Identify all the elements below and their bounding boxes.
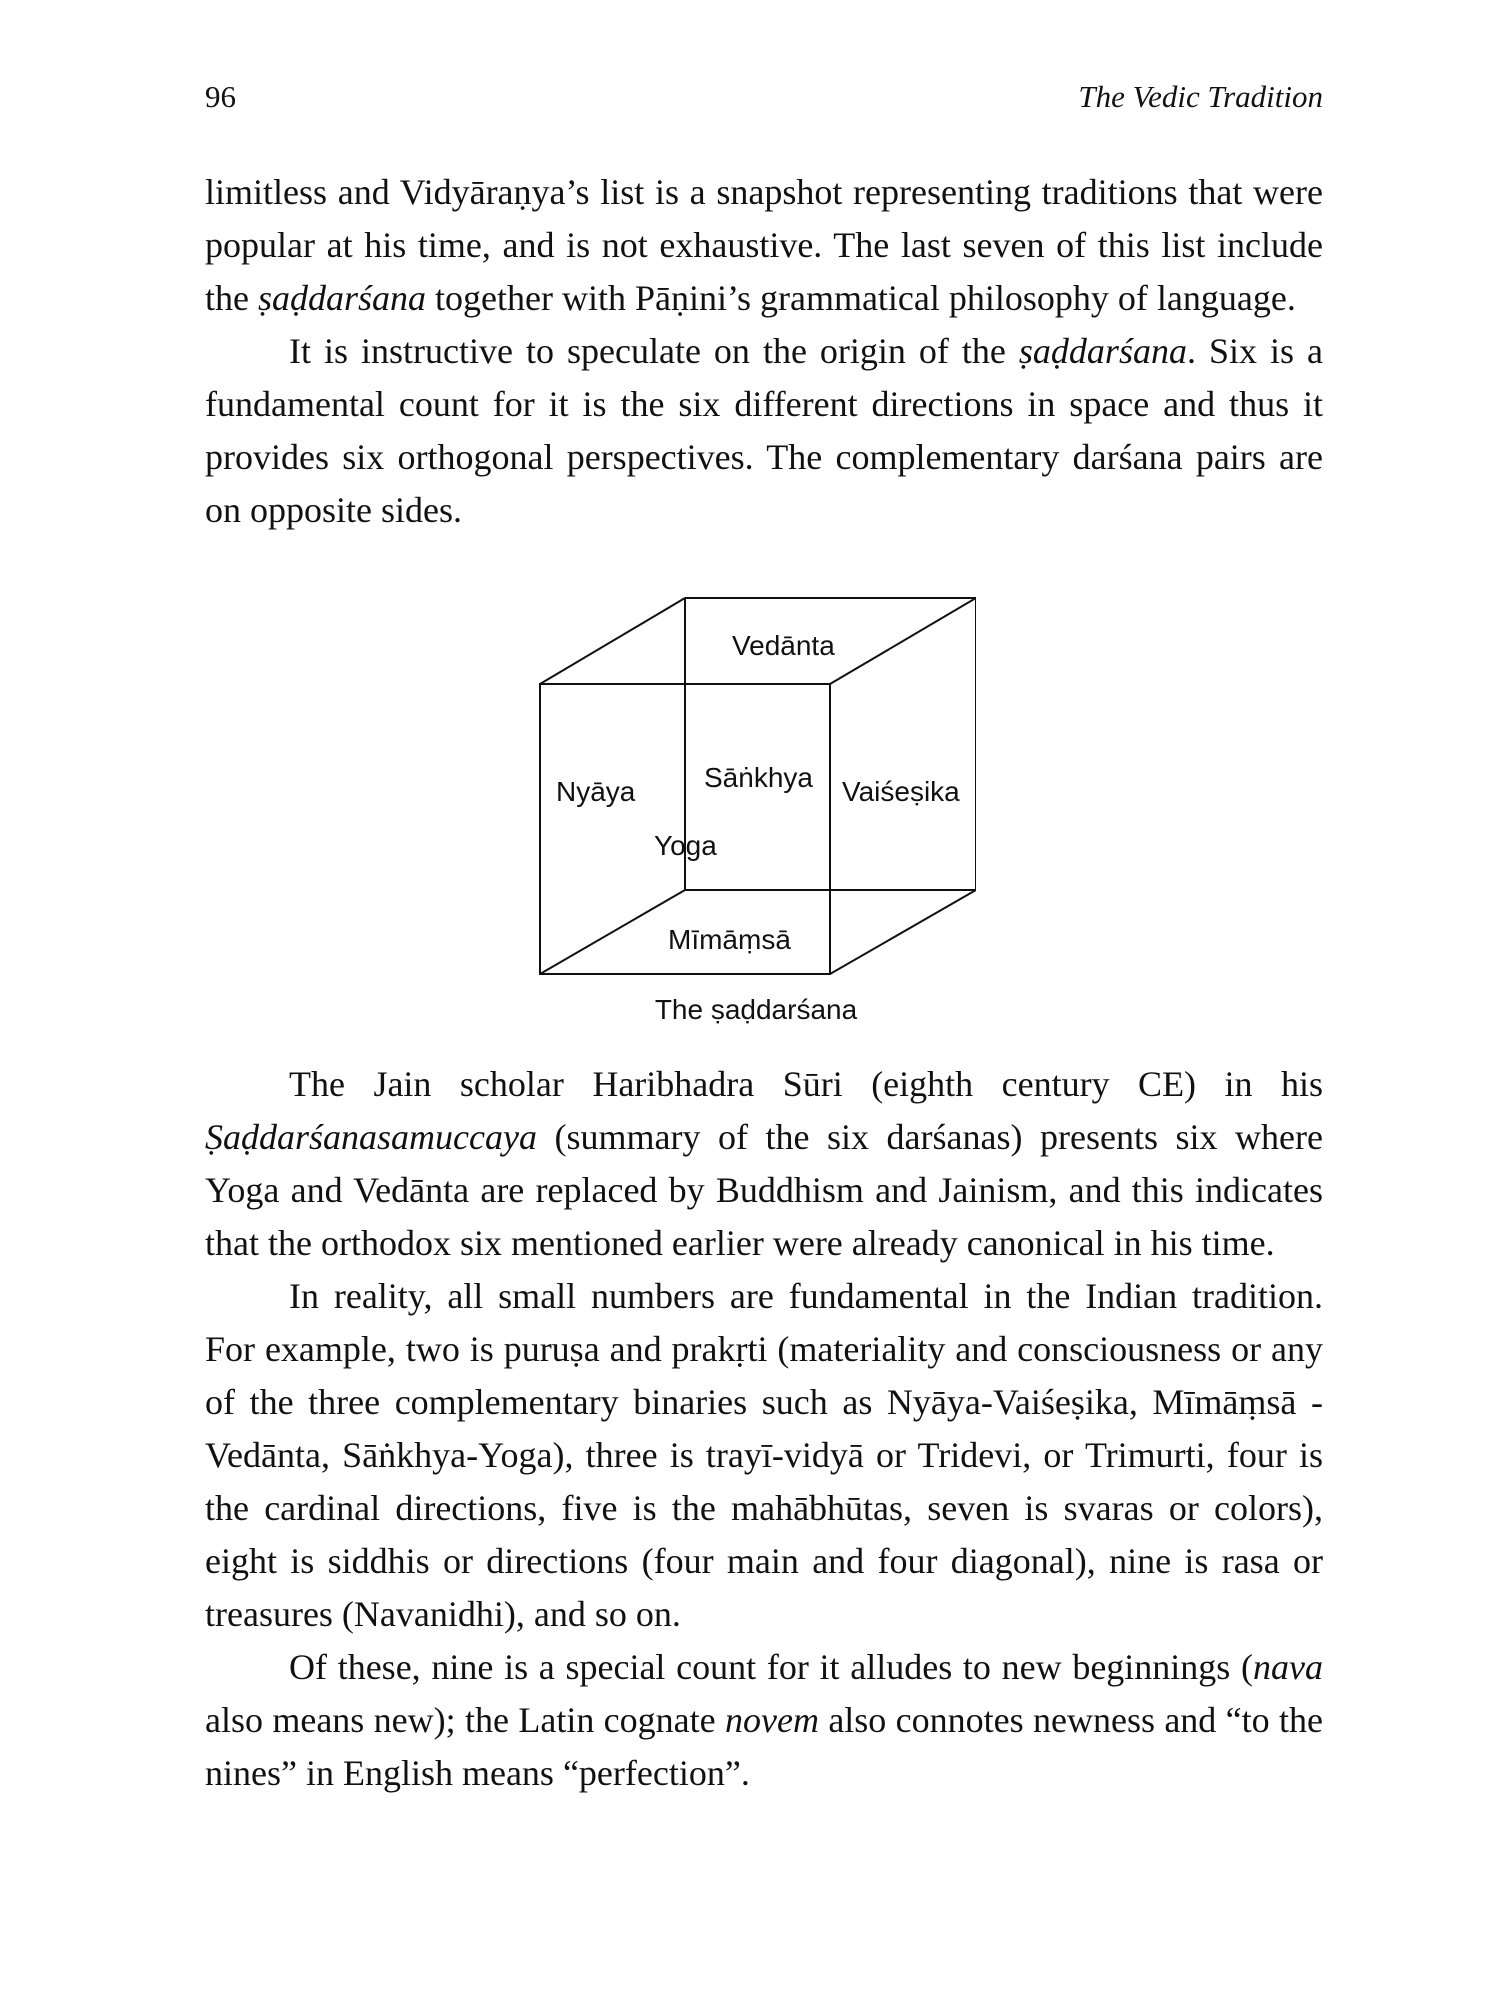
text-block-top	[205, 166, 1323, 537]
saddarsana-cube-figure	[536, 596, 976, 1056]
figure-caption: The ṣaḍdarśana	[654, 994, 858, 1025]
paragraph-3: The Jain scholar Haribhadra Sūri (eighth century CE) in his Ṣaḍdarśanasamuccaya (summary of the six darśanas) presents six where Yoga and Vedānta are replaced by Buddhism and Jainism, and this indicates that the orthodox six mentioned earlier were already canonical in his time.	[205, 1064, 1323, 1263]
term-saddarsanasamuccaya: Ṣaḍdarśanasamuccaya	[205, 1117, 537, 1157]
label-nyaya: Nyāya	[556, 776, 636, 807]
page-number: 96	[205, 79, 236, 114]
cube-edge-bottom-right	[830, 890, 976, 974]
paragraph-2: It is instructive to speculate on the origin of the ṣaḍdarśana. Six is a fundamental count for it is the six different directions in space and thus it provides six orthogonal perspectives. The complementary darśana pairs are on opposite sides.	[205, 331, 1323, 530]
label-sankhya: Sāṅkhya	[704, 762, 813, 793]
cube-edge-top-right	[830, 598, 976, 684]
paragraph-1: limitless and Vidyāraṇya’s list is a snapshot representing traditions that were popular at his time, and is not exhaustive. The last seven of this list include the ṣaḍdarśana together with Pāṇini’s grammatical philosophy of language.	[205, 172, 1323, 318]
running-title: The Vedic Tradition	[1078, 79, 1323, 114]
paragraph-4: In reality, all small numbers are fundamental in the Indian tradition. For example, two is puruṣa and prakṛti (materiality and consciousness or any of the three complementary binaries such as Nyāya-Vaiśeṣika, Mīmāṃsā - Vedānta, Sāṅkhya-Yoga), three is trayī-vidyā or Tridevi, or Trimurti, four is the cardinal directions, five is the mahābhūtas, seven is svaras or colors), eight is siddhis or directions (four main and four diagonal), nine is rasa or treasures (Navanidhi), and so on.	[205, 1276, 1323, 1634]
term-nava: nava	[1253, 1647, 1323, 1687]
label-vedanta: Vedānta	[732, 630, 835, 661]
label-mimamsa: Mīmāṃsā	[668, 924, 791, 955]
label-yoga: Yoga	[654, 830, 717, 861]
term-saddarsana: ṣaḍdarśana	[257, 278, 427, 318]
label-vaisesika: Vaiśeṣika	[842, 776, 960, 807]
term-saddarsana: ṣaḍdarśana	[1018, 331, 1187, 371]
text-block-bottom	[205, 1058, 1323, 1800]
cube-edge-top-left	[540, 598, 685, 684]
term-novem: novem	[724, 1700, 819, 1740]
cube-edge-bottom-left	[540, 890, 685, 974]
paragraph-5: Of these, nine is a special count for it alludes to new beginnings (nava also means new); the Latin cognate novem also connotes newness and “to the nines” in English means “perfection”.	[205, 1647, 1323, 1793]
page-header	[205, 72, 1323, 122]
